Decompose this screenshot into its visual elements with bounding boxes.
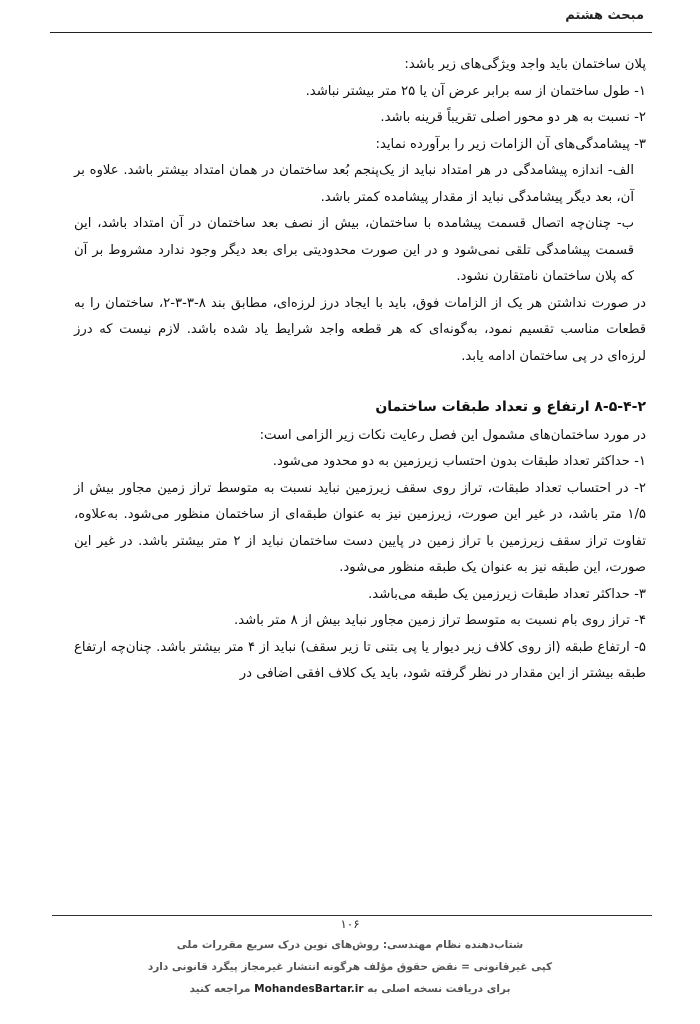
header-rule	[50, 32, 652, 33]
sub-item-alef: الف- اندازه پیشامدگی در هر امتداد نباید از یک‌پنجم بُعد ساختمان در همان امتداد بیشتر باشد. علاوه بر آن، بعد دیگر پیشامدگی نباید از مقدار پیشامده کمتر باشد.	[74, 163, 634, 205]
website-link[interactable]: MohandesBartar.ir	[254, 983, 364, 995]
page-number: ۱۰۶	[340, 917, 360, 931]
rule-item-5: ۵- ارتفاع طبقه (از روی کلاف زیر دیوار یا پی بتنی تا زیر سقف) نباید از ۴ متر بیشتر باشد. چنان‌چه ارتفاع طبقه بیشتر از این مقدار در نظر گرفته شود، باید یک کلاف افقی اضافی در	[74, 639, 646, 681]
list-item-1: ۱- طول ساختمان از سه برابر عرض آن یا ۲۵ متر بیشتر نباشد.	[305, 83, 646, 99]
footer-line-3	[60, 978, 640, 1000]
rule-item-4: ۴- تراز روی بام نسبت به متوسط تراز زمین مجاور نباید بیش از ۸ متر باشد.	[234, 613, 646, 628]
rule-item-1: ۱- حداکثر تعداد طبقات بدون احتساب زیرزمین به دو محدود می‌شود.	[272, 454, 646, 469]
list-item-2: ۲- نسبت به هر دو محور اصلی تقریباً قرینه باشد.	[380, 110, 646, 125]
footer-line-1: شتاب‌دهنده نظام مهندسی: روش‌های نوین درک سریع مقررات ملی	[176, 939, 524, 951]
footer-line-3-suffix: مراجعه کنید	[189, 983, 251, 995]
sub-item-be: ب- چنان‌چه اتصال قسمت پیشامده با ساختمان، بیش از نصف بعد ساختمان در آن امتداد باشد، این قسمت پیشامدگی تلقی نمی‌شود و در این صورت محدودیتی برای بعد دیگر وجود ندارد مشروط بر آن که پلان ساختمان نامتقارن نشود.	[74, 216, 634, 284]
paragraph-plan-intro: پلان ساختمان باید واجد ویژگی‌های زیر باشد:	[404, 57, 646, 72]
section-heading: ۸-۵-۴-۲ ارتفاع و تعداد طبقات ساختمان	[375, 399, 646, 415]
footer-line-2: کپی غیرقانونی = نقض حقوق مؤلف هرگونه انتشار غیرمجاز پیگرد قانونی دارد	[147, 961, 553, 973]
footer-line-3-prefix: برای دریافت نسخه اصلی به	[367, 983, 511, 995]
running-head: مبحث هشتم	[565, 8, 644, 23]
list-item-3: ۳- پیشامدگی‌های آن الزامات زیر را برآورده نماید:	[375, 136, 646, 152]
footer-rule	[52, 915, 652, 916]
rule-item-3: ۳- حداکثر تعداد طبقات زیرزمین یک طبقه می‌باشد.	[368, 586, 646, 602]
rule-item-2: ۲- در احتساب تعداد طبقات، تراز روی سقف زیرزمین نباید نسبت به متوسط تراز زمین مجاور بیش از ۱/۵ متر باشد، در غیر این صورت، زیرزمین نیز به عنوان طبقه‌ای از ساختمان منظور می‌شود. به‌علاوه، تفاوت تراز سقف زیرزمین با تراز زمین در پایین دست ساختمان نباید از ۲ متر بیشتر باشد. در غیر این صورت، این طبقه نیز به عنوان یک طبقه منظور می‌شود.	[74, 480, 646, 575]
paragraph-height-intro: در مورد ساختمان‌های مشمول این فصل رعایت نکات زیر الزامی است:	[259, 427, 646, 443]
footer-notice	[60, 934, 640, 1000]
page-body	[74, 52, 646, 688]
paragraph-seismic-joint: در صورت نداشتن هر یک از الزامات فوق، باید با ایجاد درز لرزه‌ای، مطابق بند ۸-۳-۳-۲، ساختمان را به قطعات مناسب تقسیم نمود، به‌گونه‌ای که هر قطعه واجد شرایط یاد شده باشد. لازم نیست که درز لرزه‌ای در پی ساختمان ادامه یابد.	[74, 295, 646, 364]
